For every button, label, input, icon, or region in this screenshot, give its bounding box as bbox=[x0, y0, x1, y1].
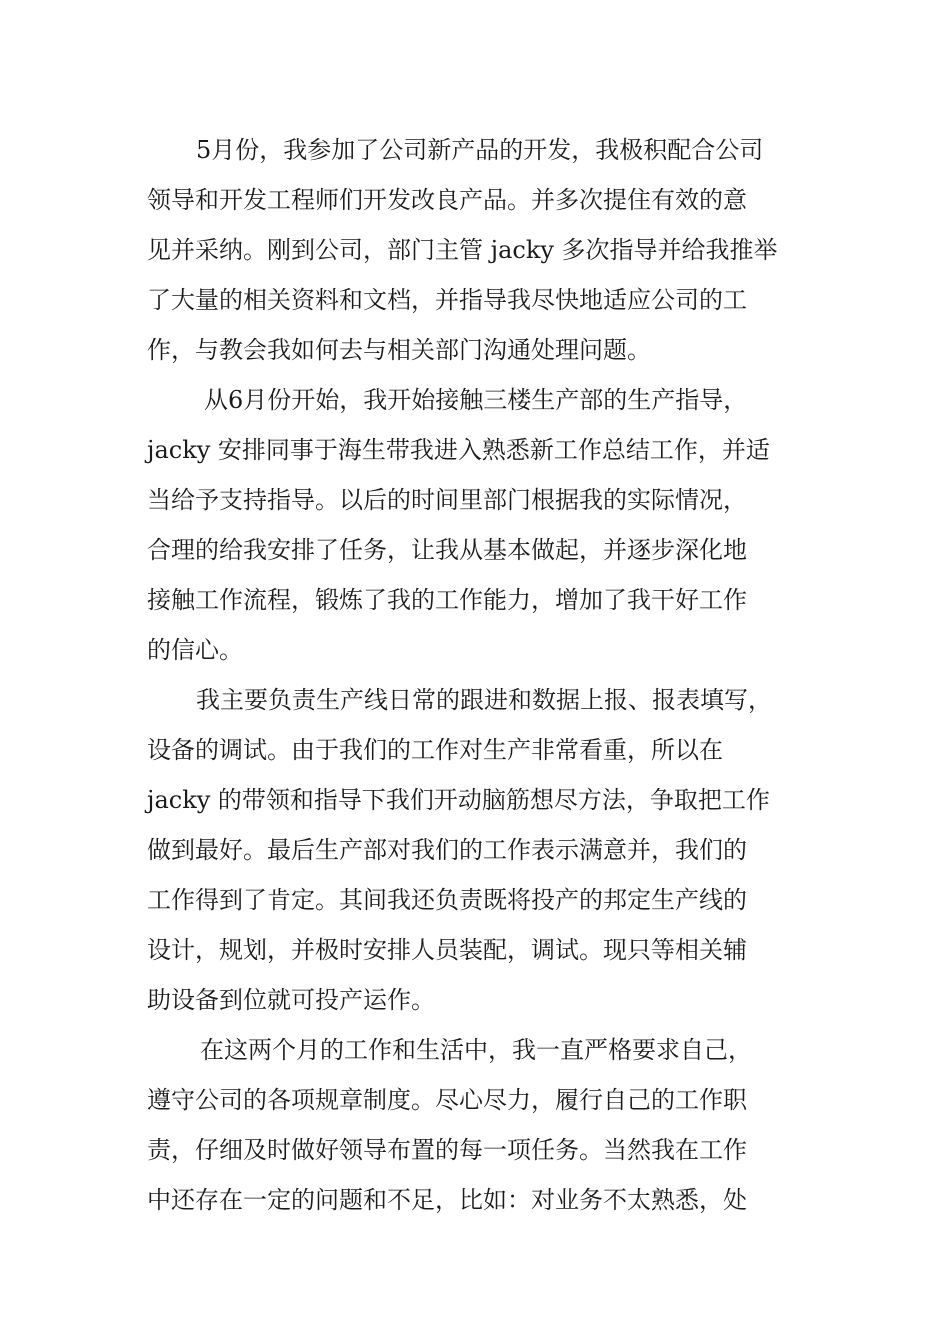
paragraph-1-line-5: 作，与教会我如何去与相关部门沟通处理问题。 bbox=[147, 336, 651, 364]
paragraph-2-line-4: 合理的给我安排了任务，让我从基本做起，并逐步深化地 bbox=[147, 536, 747, 564]
paragraph-4-line-4: 中还存在一定的问题和不足，比如：对业务不太熟悉，处 bbox=[147, 1186, 747, 1214]
paragraph-1-line-4: 了大量的相关资料和文档，并指导我尽快地适应公司的工 bbox=[147, 286, 747, 314]
paragraph-3-line-3: jacky 的带领和指导下我们开动脑筋想尽方法，争取把工作 bbox=[147, 786, 770, 814]
paragraph-3-line-4: 做到最好。最后生产部对我们的工作表示满意并，我们的 bbox=[147, 836, 747, 864]
paragraph-3-line-6: 设计，规划，并极时安排人员装配，调试。现只等相关辅 bbox=[147, 936, 747, 964]
paragraph-3-line-2: 设备的调试。由于我们的工作对生产非常看重，所以在 bbox=[147, 736, 723, 764]
paragraph-2-line-2: jacky 安排同事于海生带我进入熟悉新工作总结工作，并适 bbox=[147, 436, 770, 464]
paragraph-2-line-3: 当给予支持指导。以后的时间里部门根据我的实际情况， bbox=[147, 486, 747, 514]
paragraph-4-line-2: 遵守公司的各项规章制度。尽心尽力，履行自己的工作职 bbox=[147, 1086, 747, 1114]
paragraph-1-line-2: 领导和开发工程师们开发改良产品。并多次提住有效的意 bbox=[147, 186, 747, 214]
paragraph-2-line-1: 从6月份开始，我开始接触三楼生产部的生产指导， bbox=[204, 386, 748, 414]
paragraph-4-line-1: 在这两个月的工作和生活中，我一直严格要求自己， bbox=[200, 1036, 752, 1064]
paragraph-1-line-3: 见并采纳。刚到公司，部门主管 jacky 多次指导并给我推举 bbox=[147, 236, 778, 264]
paragraph-2-line-6: 的信心。 bbox=[147, 636, 243, 664]
paragraph-4-line-3: 责，仔细及时做好领导布置的每一项任务。当然我在工作 bbox=[147, 1136, 747, 1164]
paragraph-3-line-5: 工作得到了肯定。其间我还负责既将投产的邦定生产线的 bbox=[147, 886, 747, 914]
paragraph-2-line-5: 接触工作流程，锻炼了我的工作能力，增加了我干好工作 bbox=[147, 586, 747, 614]
paragraph-3-line-1: 我主要负责生产线日常的跟进和数据上报、报表填写， bbox=[196, 686, 772, 714]
paragraph-1-line-1: 5月份，我参加了公司新产品的开发，我极积配合公司 bbox=[196, 136, 764, 164]
paragraph-3-line-7: 助设备到位就可投产运作。 bbox=[147, 986, 435, 1014]
